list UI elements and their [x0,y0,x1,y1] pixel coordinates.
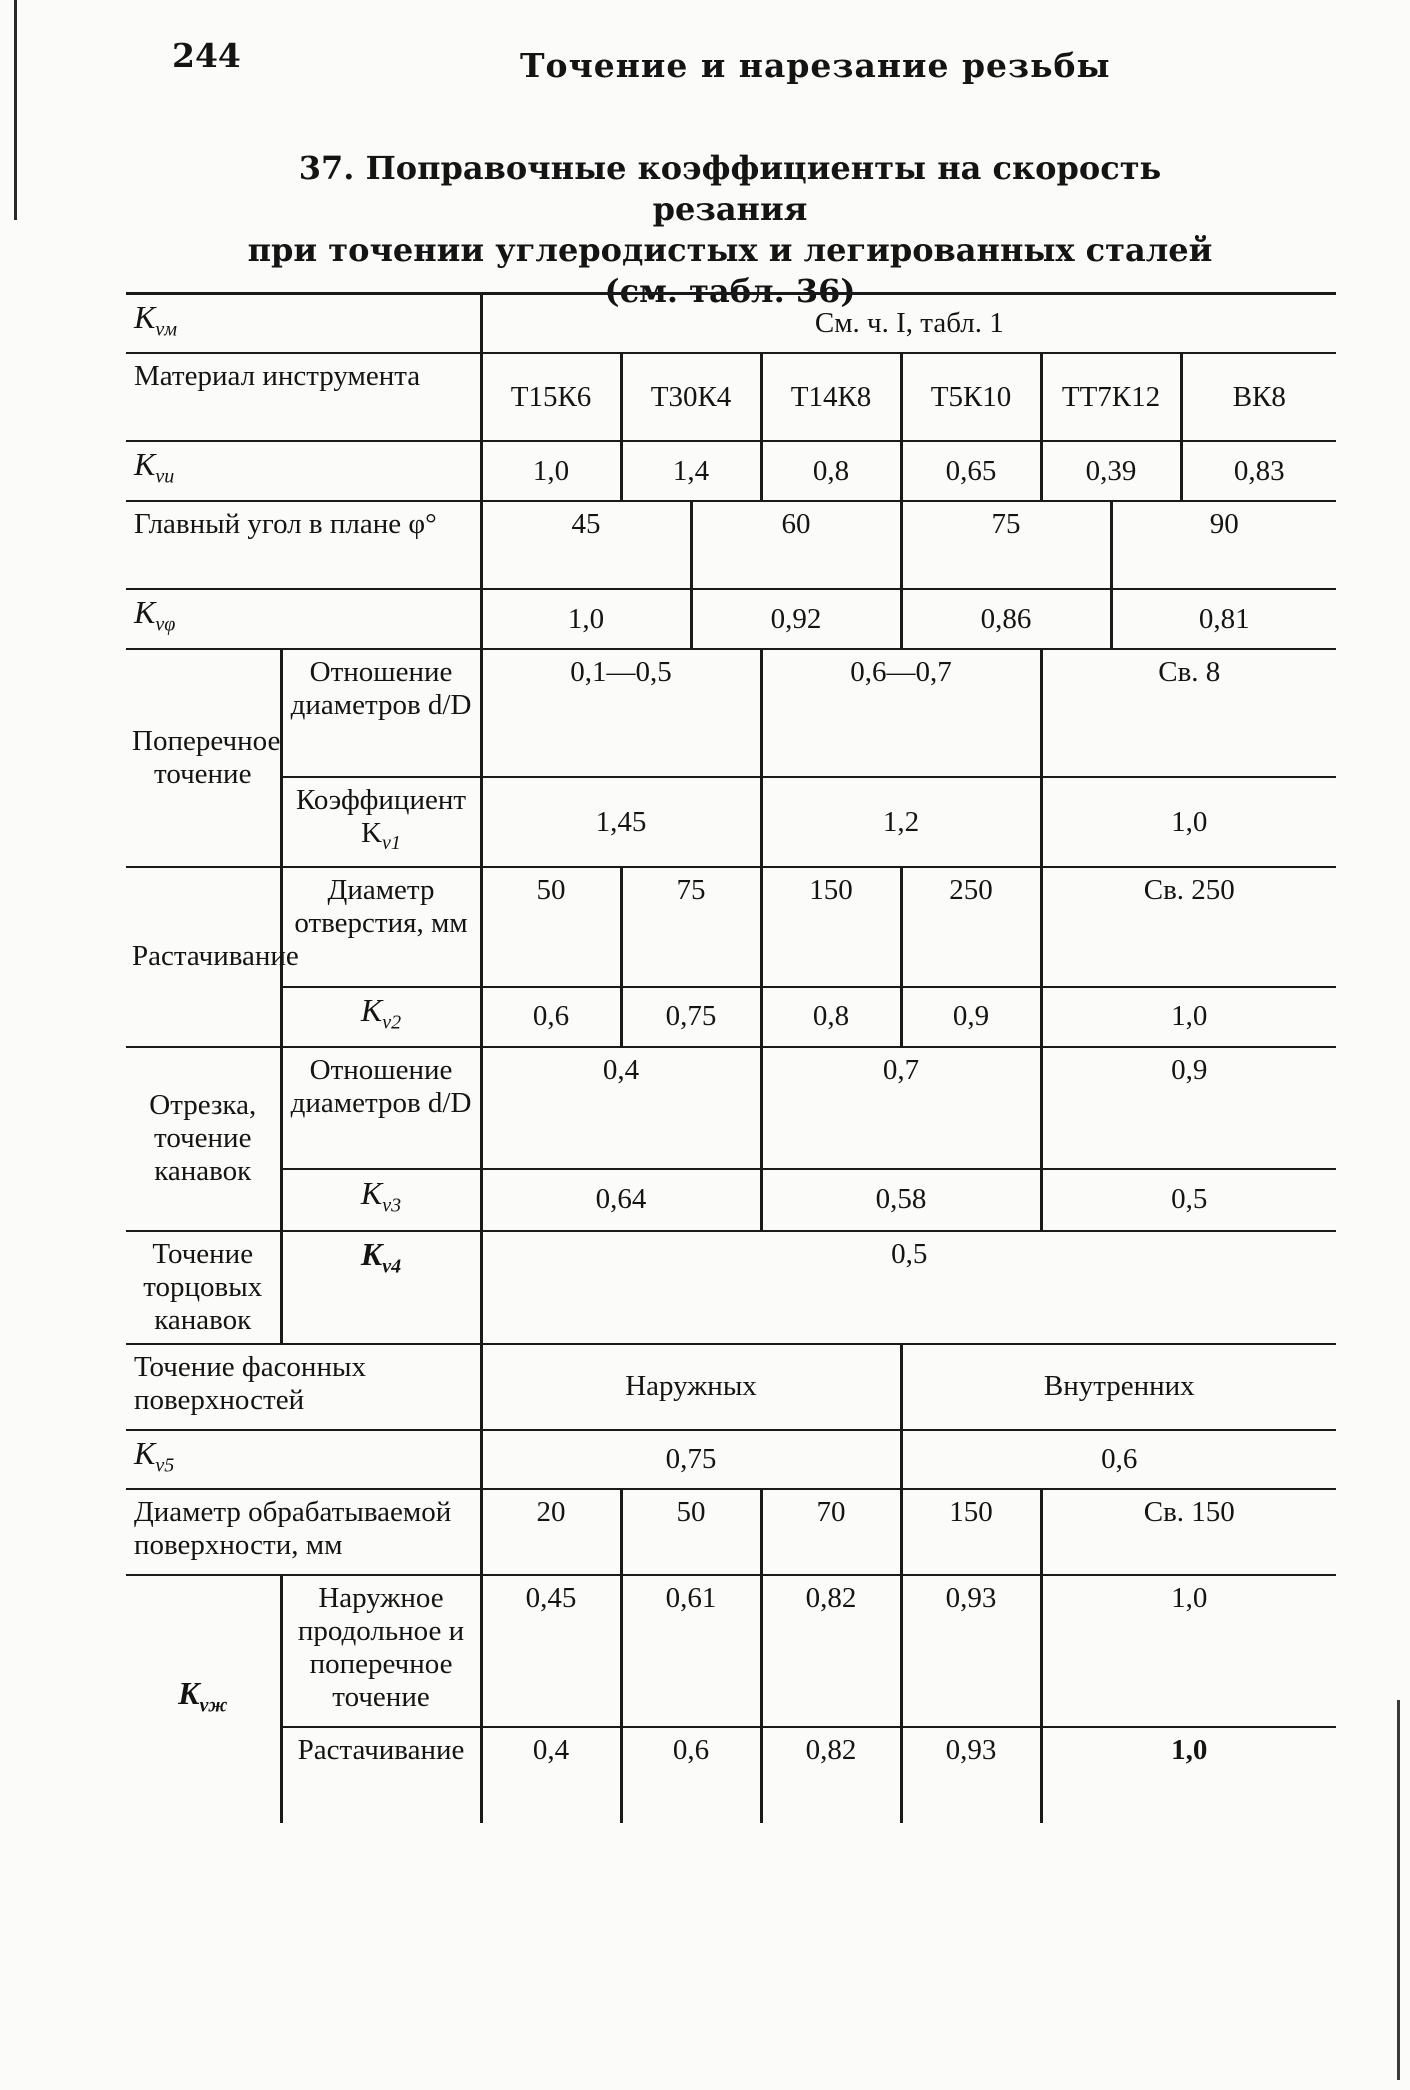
kvi-value: 1,0 [481,441,621,501]
kvzh-outer-value: 0,45 [481,1575,621,1727]
boring-diameter-value: 50 [481,867,621,987]
kvm-label [126,294,481,354]
main-angle-label: Главный угол в плане φ° [126,501,481,589]
kv3-label [281,1169,481,1231]
tool-t30k4: Т30К4 [621,353,761,441]
cross-ratio-value: 0,6—0,7 [761,649,1041,777]
binding-edge [14,0,17,220]
kvzh-group [126,1575,281,1823]
kv3-symbol: $K_{v3}$ [360,1174,402,1217]
table-caption [230,148,1230,312]
coefficients-table [126,292,1336,1823]
kv2-symbol: $K_{v2}$ [360,992,402,1034]
row-tool-material [126,353,1336,441]
angle-value: 45 [481,501,691,589]
tool-t15k6: Т15К6 [481,353,621,441]
row-kv3 [126,1169,1336,1231]
row-face-grooves [126,1231,1336,1344]
shaped-surfaces-label: Точение фасонных поверхностей [126,1344,481,1430]
kv2-value: 0,8 [761,987,901,1046]
kvphi-symbol: $K_{v\varphi}$ [134,594,176,636]
caption-line-1: 37. Поправочные коэффициенты на скорость резания [298,149,1162,228]
kvzh-outer-value: 0,82 [761,1575,901,1727]
shaped-outer: Наружных [481,1344,901,1430]
cross-coef-value: 1,0 [1041,777,1336,867]
kvphi-value: 0,81 [1111,589,1336,649]
kv5-symbol: $K_{v5}$ [134,1434,175,1476]
kv3-value: 0,5 [1041,1169,1336,1231]
kvzh-boring-value: 0,82 [761,1727,901,1823]
page-edge [1397,1700,1400,2080]
surface-diameter-label: Диаметр обрабатываемой поверхности, мм [126,1489,481,1575]
kv2-value: 0,75 [621,987,761,1046]
kvphi-value: 0,86 [901,589,1111,649]
boring-diameter-label: Диаметр отверстия, мм [281,867,481,987]
kvzh-boring-value: 0,93 [901,1727,1041,1823]
kvzh-outer-value: 1,0 [1041,1575,1336,1727]
row-kvzh-boring [126,1727,1336,1823]
kvzh-outer-value: 0,61 [621,1575,761,1727]
row-cross-ratio [126,649,1336,777]
kvi-value: 0,39 [1041,441,1181,501]
kvzh-boring-value: 0,4 [481,1727,621,1823]
kvm-symbol: $K_{vм}$ [134,299,177,341]
row-surface-diameter [126,1489,1336,1575]
caption-line-3: (см. табл. 36) [604,272,856,310]
row-shaped-surfaces [126,1344,1336,1430]
kv5-label [126,1430,481,1489]
coefficients-table-wrapper [126,292,1336,1823]
kvzh-boring-value: 0,6 [621,1727,761,1823]
angle-value: 90 [1111,501,1336,589]
kvzh-outer-value: 0,93 [901,1575,1041,1727]
surface-diameter-value: 50 [621,1489,761,1575]
tool-material-label: Материал инструмента [126,353,481,441]
cutoff-group: Отрезка, точение канавок [126,1047,281,1231]
cutoff-ratio-label: Отношение диаметров d/D [281,1047,481,1169]
cross-turning-group: Поперечное точение [126,649,281,867]
surface-diameter-value: 150 [901,1489,1041,1575]
tool-vk8: ВК8 [1181,353,1336,441]
row-kvzh-outer [126,1575,1336,1727]
face-grooves-group: Точение торцовых канавок [126,1231,281,1344]
kv3-value: 0,64 [481,1169,761,1231]
kv3-value: 0,58 [761,1169,1041,1231]
angle-value: 75 [901,501,1111,589]
kvphi-value: 0,92 [691,589,901,649]
kvm-value: См. ч. I, табл. 1 [481,294,1336,354]
cross-coef-label: Коэффициент $K_{v1}$ [281,777,481,867]
row-boring-diameter [126,867,1336,987]
surface-diameter-value: Св. 150 [1041,1489,1336,1575]
cutoff-ratio-value: 0,9 [1041,1047,1336,1169]
kvphi-label [126,589,481,649]
kvzh-boring-label: Растачивание [281,1727,481,1823]
kv4-value: 0,5 [481,1231,1336,1344]
kv4-label [281,1231,481,1344]
cross-ratio-label: Отношение диаметров d/D [281,649,481,777]
tool-t14k8: Т14К8 [761,353,901,441]
kv5-value: 0,75 [481,1430,901,1489]
kv2-value: 0,6 [481,987,621,1046]
shaped-inner: Внутренних [901,1344,1336,1430]
row-main-angle [126,501,1336,589]
kvzh-boring-value: 1,0 [1041,1727,1336,1823]
angle-value: 60 [691,501,901,589]
surface-diameter-value: 20 [481,1489,621,1575]
caption-line-2: при точении углеродистых и легированных сталей [247,231,1213,269]
boring-diameter-value: Св. 250 [1041,867,1336,987]
cutoff-ratio-value: 0,4 [481,1047,761,1169]
running-title: Точение и нарезание резьбы [520,46,1111,85]
cross-coef-value: 1,2 [761,777,1041,867]
boring-group: Растачивание [126,867,281,1046]
row-cutoff-ratio [126,1047,1336,1169]
kvzh-outer-label: Наружное продольное и поперечное точение [281,1575,481,1727]
cross-ratio-value: 0,1—0,5 [481,649,761,777]
cutoff-ratio-value: 0,7 [761,1047,1041,1169]
boring-diameter-value: 75 [621,867,761,987]
kvi-value: 1,4 [621,441,761,501]
cross-coef-value: 1,45 [481,777,761,867]
row-kv5 [126,1430,1336,1489]
tool-tt7k12: ТТ7К12 [1041,353,1181,441]
tool-t5k10: Т5К10 [901,353,1041,441]
surface-diameter-value: 70 [761,1489,901,1575]
row-kvm [126,294,1336,354]
row-cross-coef [126,777,1336,867]
kvzh-symbol: $K_{vж}$ [178,1674,228,1717]
kv2-value: 1,0 [1041,987,1336,1046]
boring-diameter-value: 250 [901,867,1041,987]
kv5-value: 0,6 [901,1430,1336,1489]
kvi-value: 0,83 [1181,441,1336,501]
kvi-value: 0,65 [901,441,1041,501]
row-kvphi [126,589,1336,649]
kv2-label [281,987,481,1046]
kvi-symbol: $K_{vи}$ [134,446,175,488]
row-kv2 [126,987,1336,1046]
boring-diameter-value: 150 [761,867,901,987]
kvphi-value: 1,0 [481,589,691,649]
kvi-label [126,441,481,501]
cross-ratio-value: Св. 8 [1041,649,1336,777]
kv4-symbol: $K_{v4}$ [360,1235,402,1277]
kvi-value: 0,8 [761,441,901,501]
page-number: 244 [172,36,241,75]
kv2-value: 0,9 [901,987,1041,1046]
row-kvi [126,441,1336,501]
